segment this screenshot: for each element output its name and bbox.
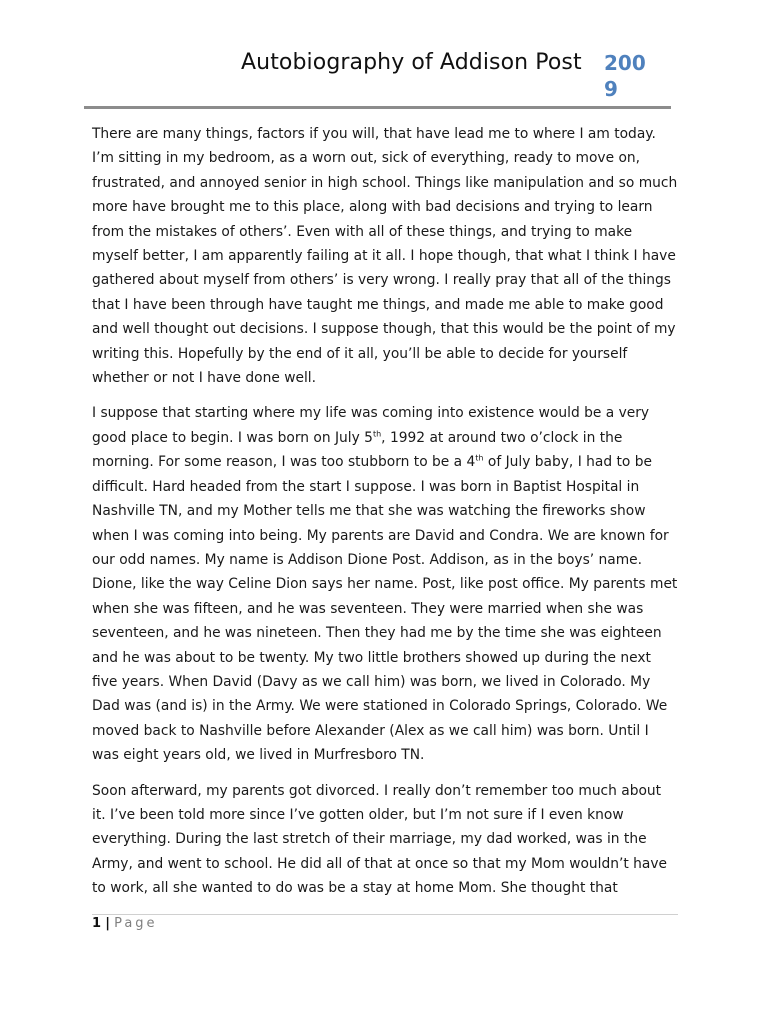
paragraph-2 <box>92 401 678 767</box>
paragraph-2-text-start: I suppose that starting where my life was coming into existence would be a very good place to begin. I was born on July 5 <box>92 405 650 446</box>
page-label: Page <box>114 916 158 931</box>
ordinal-suffix: th <box>372 429 382 439</box>
paragraph-3: Soon afterward, my parents got divorced. I really don’t remember too much about it. I’ve been told more since I’ve gotten older, but I’m not sure if I even know everything. During the last stretch of their marriage, my dad worked, was in the Army, and went to school. He did all of that at once so that my Mom wouldn’t have to work, all she wanted to do was be a stay at home Mom. She thought that <box>92 782 668 897</box>
footer-divider <box>92 914 678 915</box>
paragraph-2-text-middle: , 1992 at around two o’clock in the morning. For some reason, I was too stubborn to be a 4 <box>92 429 623 471</box>
header-divider <box>84 106 671 109</box>
document-body <box>92 122 678 912</box>
ordinal-suffix: th <box>475 453 484 463</box>
page-footer <box>92 914 158 934</box>
document-year: 2009 <box>604 51 646 101</box>
footer-separator: | <box>105 916 110 931</box>
paragraph-1: There are many things, factors if you will, that have lead me to where I am today. I’m sitting in my bedroom, as a worn out, sick of everything, ready to move on, frustrated, and annoyed senior in high school. Things like manipulation and so much more have brought me to this place, along with bad decisions and trying to learn from the mistakes of others’. Even with all of these things, and trying to make myself better, I am apparently failing at it all. I hope though, that what I think I have gathered about myself from others’ is very wrong. I really pray that all of the things that I have been through have taught me things, and made me able to make good and well thought out decisions. I suppose though, that this would be the point of my writing this. Hopefully by the end of it all, you’ll be able to decide for yourself whether or not I have done well. <box>92 126 678 387</box>
document-title: Autobiography of Addison Post <box>241 50 582 75</box>
paragraph-2-text-end: of July baby, I had to be difficult. Hard headed from the start I suppose. I was born in Baptist Hospital in Nashville TN, and my Mother tells me that she was watching the fireworks show when I was coming into being. My parents are David and Condra. We are known for our odd names. My name is Addison Dione Post. Addison, as in the boys’ name. Dione, like the way Celine Dion says her name. Post, like post office. My parents met when she was fifteen, and he was seventeen. They were married when she was seventeen, and he was nineteen. Then they had me by the time she was eighteen and he was about to be twenty. My two little brothers showed up during the next five years. When David (Davy as we call him) was born, we lived in Colorado. My Dad was (and is) in the Army. We were stationed in Colorado Springs, Colorado. We moved back to Nashville before Alexander (Alex as we call him) was born. Until I was eight years old, we lived in Murfresboro TN. <box>92 454 678 764</box>
page-number: 1 <box>92 916 102 931</box>
